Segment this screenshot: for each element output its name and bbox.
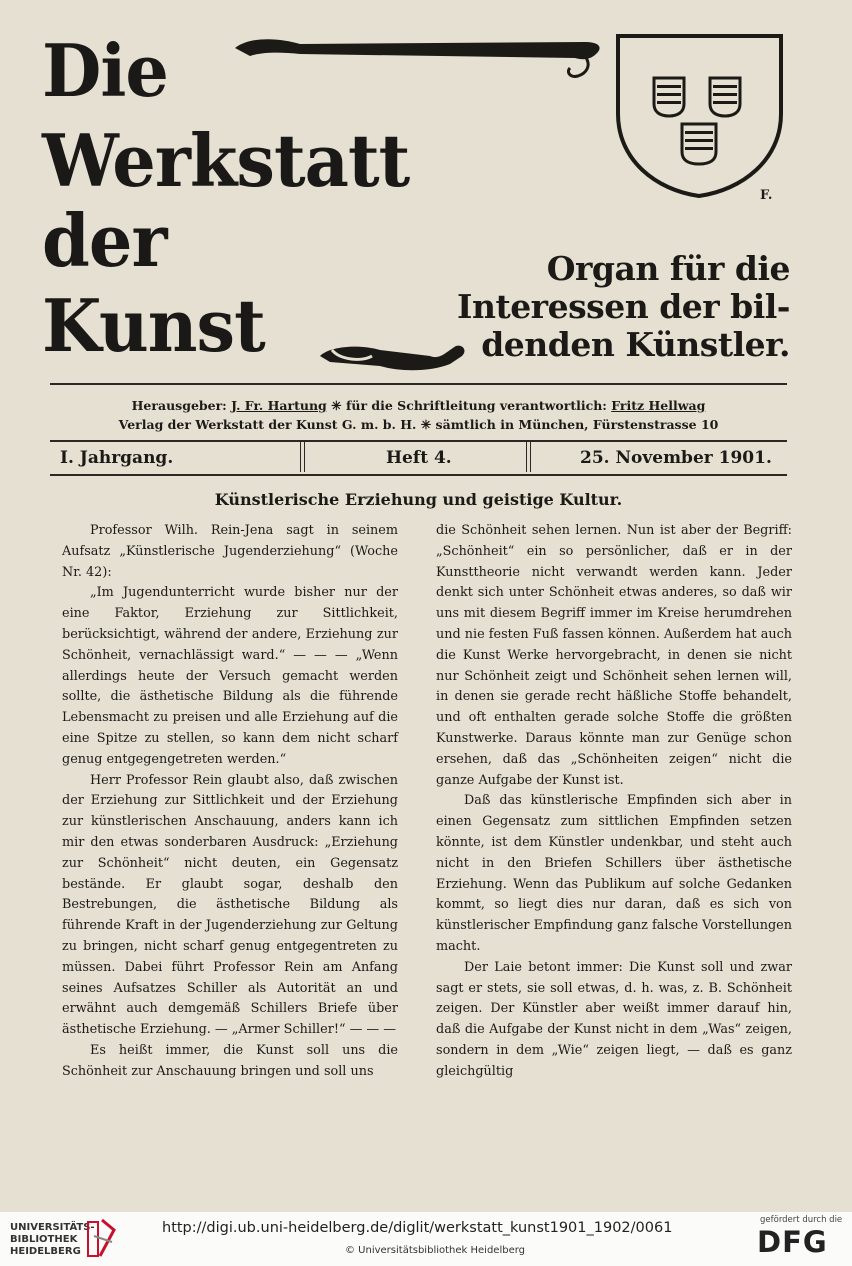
paragraph: „Im Jugendunterricht wurde bisher nur der eine Faktor, Erziehung zur Sittlichkeit, berücksichtigt, während der andere, Erziehung zur Schönheit, vernachlässigt ward.“ — — — „Wenn allerdings heute der Versuch gemacht werden sollte, die ästhetische Bildung als die führende Lebensmacht zu preisen und alle Erziehung auf die eine Spitze zu stellen, so kann dem nicht scharf genug entgegengetreten werden.“ xyxy=(62,585,398,767)
library-name-line: BIBLIOTHEK xyxy=(10,1234,78,1245)
volume-label: I. Jahrgang. xyxy=(60,448,174,468)
divider xyxy=(300,441,305,472)
paragraph: Der Laie betont immer: Die Kunst soll und zwar sagt er stets, sie soll etwas, d. h. was, z. B. Schönheit zeigen. Der Künstler aber weißt immer darauf hin, daß die Aufgabe der Kunst nicht in dem „Was“ zeigen, sondern in dem „Wie“ zeigen liegt, — daß es ganz gleichgültig xyxy=(436,959,792,1079)
paragraph: Daß das künstlerische Empfinden sich aber in einen Gegensatz zum sittlichen Empfinden setzen könnte, ist dem Künstler undenkbar, und steht auch nicht in den Briefen Schillers über ästhetische Erziehung. Wenn das Publikum auf solche Gedanken kommt, so liegt dies nur daran, daß es sich von künstlerischer Empfindung ganz falsche Vorstellungen macht. xyxy=(436,793,792,954)
viewer-footer xyxy=(0,1212,852,1266)
artist-monogram: F. xyxy=(760,188,773,203)
issue-number: Heft 4. xyxy=(386,448,452,468)
funder-note: gefördert durch die xyxy=(760,1215,843,1225)
editor-name: J. Fr. Hartung xyxy=(231,398,327,413)
publisher-line xyxy=(50,396,787,416)
paragraph: Professor Wilh. Rein-Jena sagt in seinem Aufsatz „Künstlerische Jugenderziehung“ (Woche Nr. 42): xyxy=(62,523,398,580)
library-name-line: UNIVERSITÄTS- xyxy=(10,1222,95,1233)
coat-of-arms-shield-icon xyxy=(612,30,787,200)
permalink-url[interactable]: http://digi.ub.uni-heidelberg.de/diglit/werkstatt_kunst1901_1902/0061 xyxy=(162,1220,673,1236)
paragraph: Es heißt immer, die Kunst soll uns die Schönheit zur Anschauung bringen und soll uns xyxy=(62,1042,398,1079)
article-column-right xyxy=(436,521,792,1083)
paragraph: Herr Professor Rein glaubt also, daß zwischen der Erziehung zur Sittlichkeit und der Erziehung zur künstlerischen Anschauung, anders kann ich mir den etwas sonderbaren Ausdruck: „Erziehung zur Schönheit“ nicht deuten, ein Gegensatz bestände. Er glaubt sogar, deshalb den Bestrebungen, die ästhetische Bildung als führende Kraft in der Jugenderziehung zur Geltung zu bringen, nicht scharf genug entgegentreten zu müssen. Dabei führt Professor Rein am Anfang seines Aufsatzes Schiller als Autorität an und erwähnt auch demgemäß Schillers Briefe über ästhetische Erziehung. — „Armer Schiller!“ — — — xyxy=(62,772,398,1038)
publisher-label: Herausgeber: xyxy=(131,398,227,413)
masthead-title-line: der xyxy=(42,198,167,283)
copyright-notice: © Universitätsbibliothek Heidelberg xyxy=(345,1245,526,1256)
subtitle-line: Organ für die xyxy=(546,249,790,288)
paragraph: die Schönheit sehen lernen. Nun ist aber der Begriff: „Schönheit“ ein so persönlicher, daß er in der Kunsttheorie nicht verwandt werden kann. Jeder denkt sich unter Schönheit etwas anderes, so daß wir uns mit diesem Begriff immer im Kreise herumdrehen und nie festen Fuß fassen können. Außerdem hat auch die Kunst Werke hervorgebracht, in denen sie nicht nur Schönheit zeigt und Schönheit sehen lernen will, in denen sie gerade recht häßliche Stoffe behandelt, und oft enthalten gerade solche Stoffe die größten Kunstwerke. Daraus könnte man zur Genüge schon ersehen, daß das „Schönheiten zeigen“ nicht die ganze Aufgabe der Kunst ist. xyxy=(436,523,792,788)
subtitle-line: denden Künstler. xyxy=(481,325,790,364)
library-logo-text xyxy=(10,1222,95,1258)
publisher-address-line: Verlag der Werkstatt der Kunst G. m. b. H. ✳ sämtlich in München, Fürstenstrasse 10 xyxy=(118,417,719,432)
subtitle-line: Interessen der bil- xyxy=(457,287,790,326)
article-column-left xyxy=(62,521,398,1083)
divider xyxy=(50,440,787,442)
library-name-line: HEIDELBERG xyxy=(10,1246,81,1257)
divider xyxy=(50,474,787,476)
divider xyxy=(526,441,531,472)
masthead-title-line: Die xyxy=(42,28,168,113)
responsible-name: Fritz Hellwag xyxy=(611,398,706,413)
responsibility-label: ✳ für die Schriftleitung verantwortlich: xyxy=(331,398,607,413)
university-logo-icon xyxy=(84,1216,118,1262)
masthead-subtitle xyxy=(452,250,790,364)
masthead-title-line: Werkstatt xyxy=(42,118,410,203)
dfg-logo: DFG xyxy=(757,1225,828,1259)
issue-date: 25. November 1901. xyxy=(580,448,772,468)
article-title: Künstlerische Erziehung und geistige Kultur. xyxy=(214,490,623,509)
divider xyxy=(50,383,787,385)
masthead-title-line: Kunst xyxy=(42,283,265,368)
